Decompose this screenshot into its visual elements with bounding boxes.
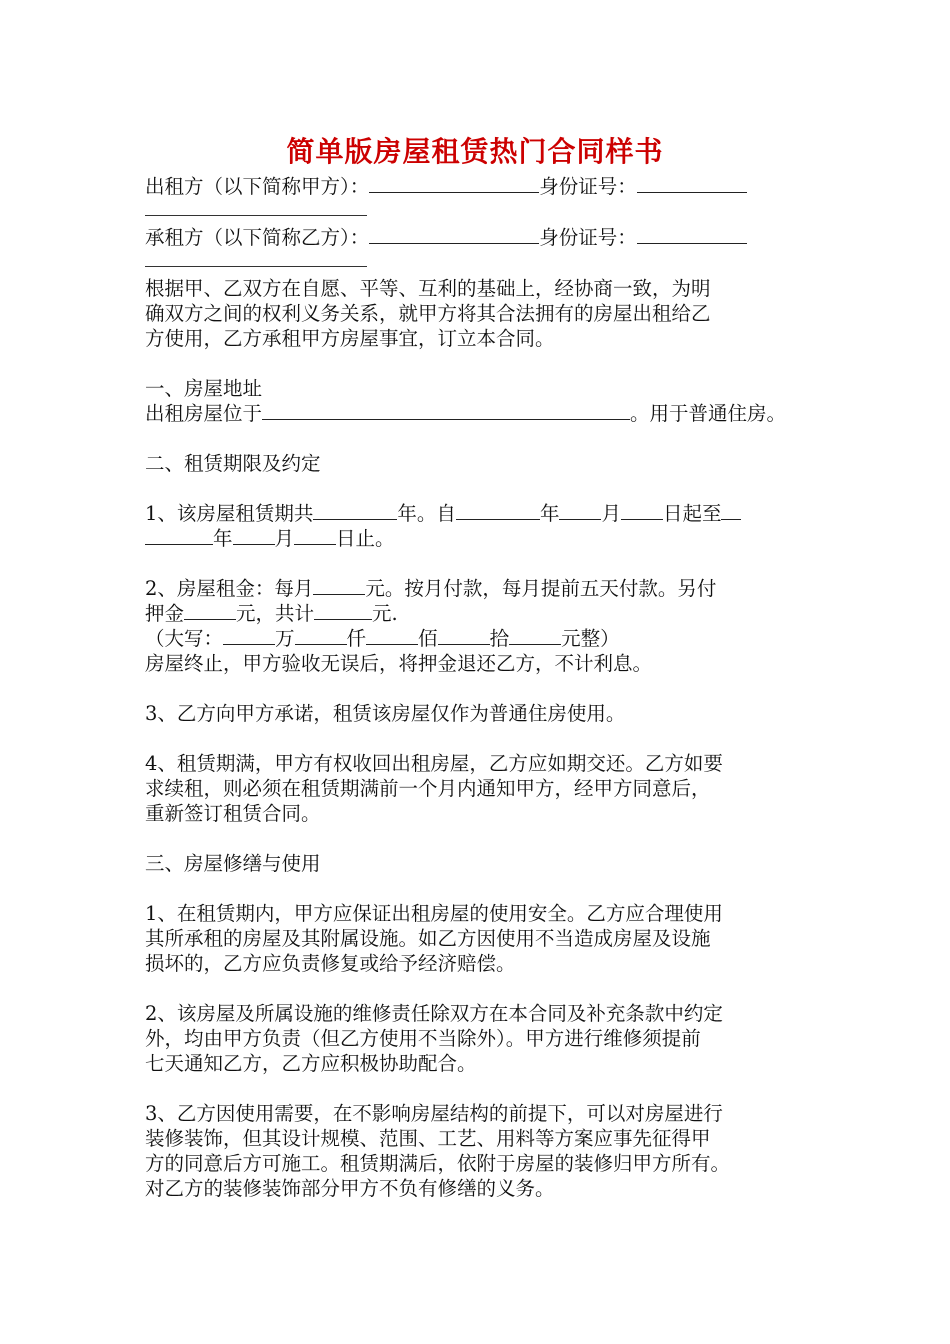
term-text: 年 [213,527,233,550]
rent-text: 2、房屋租金：每月 [145,577,314,600]
section-heading: 二、租赁期限及约定 [145,452,321,475]
deposit-line [145,601,810,626]
rent-line [145,576,810,601]
yuan-blank [509,626,561,645]
address-line [145,401,810,426]
term-text: 月 [274,527,295,550]
item-line: 3、乙方向甲方承诺，租赁该房屋仅作为普通住房使用。 [145,702,626,725]
term-line [145,526,810,551]
start-month-blank [559,501,601,520]
document-body [145,174,810,1201]
item-line: 其所承租的房屋及其附属设施。如乙方因使用不当造成房屋及设施 [145,927,711,950]
intro-line: 方使用，乙方承租甲方房屋事宜，订立本合同。 [145,327,555,350]
lessee-id-continuation-blank [145,250,367,267]
address-blank [262,401,630,420]
item-line: 方的同意后方可施工。租赁期满后，依附于房屋的装修归甲方所有。 [145,1152,731,1175]
address-prefix: 出租房屋位于 [145,402,263,425]
term-years-blank [313,501,397,520]
capital-amount-line [145,626,810,651]
item-line: 外，均由甲方负责（但乙方使用不当除外）。甲方进行维修须提前 [145,1027,701,1050]
section-heading: 一、房屋地址 [145,377,263,400]
term-text: 月 [601,502,621,525]
refund-line: 房屋终止，甲方验收无误后，将押金退还乙方，不计利息。 [145,652,653,675]
intro-line: 根据甲、乙双方在自愿、平等、互利的基础上，经协商一致，为明 [145,277,711,300]
lessee-line [145,225,810,250]
item-line: 1、在租赁期内，甲方应保证出租房屋的使用安全。乙方应合理使用 [145,902,723,925]
lessee-id-label: 身份证号： [539,226,637,249]
item-line: 2、该房屋及所属设施的维修责任除双方在本合同及补充条款中约定 [145,1002,723,1025]
rent-text: 元，共计 [236,602,315,625]
capital-text: 仟 [346,627,367,650]
total-blank [314,601,372,620]
capital-text: 拾 [489,627,510,650]
capital-text: 万 [275,627,295,650]
bai-blank [366,626,418,645]
rent-text: 押金 [145,602,185,625]
rent-text: 元。按月付款，每月提前五天付款。另付 [365,577,717,600]
start-year-blank [456,501,540,520]
lessor-id-label: 身份证号： [539,175,637,198]
term-text: 1、该房屋租赁期共 [145,502,314,525]
monthly-rent-blank [313,576,365,595]
lessee-id-blank [637,225,747,244]
capital-text: 佰 [418,627,438,650]
rent-text: 元. [372,602,398,625]
end-year-blank-start [721,501,741,520]
lessor-label: 出租方（以下简称甲方）： [145,175,370,198]
item-line: 重新签订租赁合同。 [145,802,321,825]
lessor-id-continuation-blank [145,199,367,216]
item-line: 4、租赁期满，甲方有权收回出租房屋，乙方应如期交还。乙方如要 [145,752,723,775]
term-line [145,501,810,526]
term-text: 年。自 [397,502,456,525]
lessee-name-blank [369,225,539,244]
address-suffix: 。用于普通住房。 [630,402,787,425]
intro-line: 确双方之间的权利义务关系，就甲方将其合法拥有的房屋出租给乙 [145,302,711,325]
end-month-blank [233,526,275,545]
capital-text: 元整） [561,627,620,650]
lessor-line [145,174,810,199]
term-text: 年 [539,502,560,525]
end-day-blank [294,526,336,545]
term-text: 日止。 [336,527,395,550]
shi-blank [438,626,490,645]
item-line: 七天通知乙方，乙方应积极协助配合。 [145,1052,477,1075]
item-line: 对乙方的装修装饰部分甲方不负有修缮的义务。 [145,1177,555,1200]
item-line: 装修装饰，但其设计规模、范围、工艺、用料等方案应事先征得甲 [145,1127,711,1150]
capital-text: （大写： [145,627,224,650]
lessee-label: 承租方（以下简称乙方）： [145,226,370,249]
wan-blank [223,626,275,645]
term-text: 日起至 [662,502,722,525]
start-day-blank [621,501,663,520]
item-line: 损坏的，乙方应负责修复或给予经济赔偿。 [145,952,516,975]
section-heading: 三、房屋修缮与使用 [145,852,321,875]
end-year-blank [145,526,213,545]
deposit-blank [184,601,236,620]
item-line: 3、乙方因使用需要，在不影响房屋结构的前提下，可以对房屋进行 [145,1102,723,1125]
lessor-name-blank [369,174,539,193]
qian-blank [295,626,347,645]
document-title: 简单版房屋租赁热门合同样书 [286,135,664,168]
lessor-id-blank [637,174,747,193]
item-line: 求续租，则必须在租赁期满前一个月内通知甲方，经甲方同意后， [145,777,711,800]
